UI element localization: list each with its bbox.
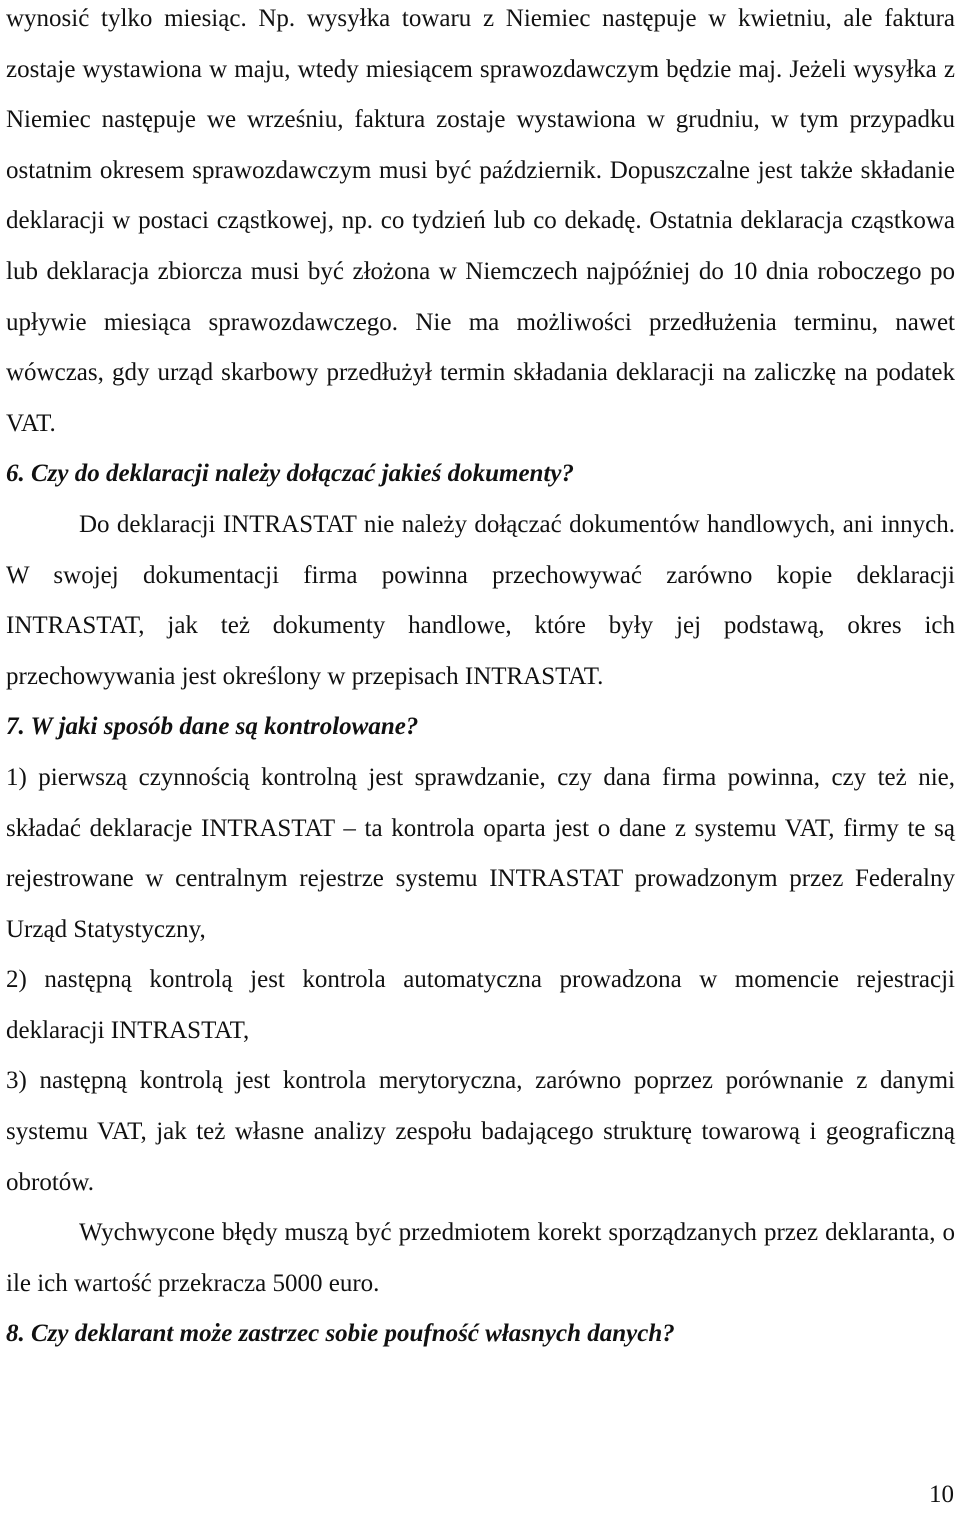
question-heading-6: 6. Czy do deklaracji należy dołączać jakieś dokumenty? xyxy=(6,460,575,488)
document-page xyxy=(6,0,955,1360)
question-heading-8: 8. Czy deklarant może zastrzec sobie poufność własnych danych? xyxy=(6,1320,675,1348)
errors-paragraph: Wychwycone błędy muszą być przedmiotem korekt sporządzanych przez deklaranta, o ile ich wartość przekracza 5000 euro. xyxy=(6,1219,955,1297)
paragraph-continuation: wynosić tylko miesiąc. Np. wysyłka towaru z Niemiec następuje w kwietniu, ale faktura zostaje wystawiona w maju, wtedy miesiącem sprawozdawczym będzie maj. Jeżeli wysyłka z Niemiec następuje we wrześniu, faktura zostaje wystawiona w grudniu, w tym przypadku ostatnim okresem sprawozdawczym musi być październik. Dopuszczalne jest także składanie deklaracji w postaci cząstkowej, np. co tydzień lub co dekadę. Ostatnia deklaracja cząstkowa lub deklaracja zbiorcza musi być złożona w Niemczech najpóźniej do 10 dnia roboczego po upływie miesiąca sprawozdawczego. Nie ma możliwości przedłużenia terminu, nawet wówczas, gdy urząd skarbowy przedłużył termin składania deklaracji na zaliczkę na podatek VAT. xyxy=(6,5,955,437)
control-item-1: 1) pierwszą czynnością kontrolną jest sprawdzanie, czy dana firma powinna, czy też nie, składać deklaracje INTRASTAT – ta kontrola oparta jest o dane z systemu VAT, firmy te są rejestrowane w centralnym rejestrze systemu INTRASTAT prowadzonym przez Federalny Urząd Statystyczny, xyxy=(6,763,955,943)
answer-paragraph-6: Do deklaracji INTRASTAT nie należy dołączać dokumentów handlowych, ani innych. W swojej dokumentacji firma powinna przechowywać zarówno kopie deklaracji INTRASTAT, jak też dokumenty handlowe, które były jej podstawą, okres ich przechowywania jest określony w przepisach INTRASTAT. xyxy=(6,510,955,690)
page-number: 10 xyxy=(929,1481,954,1508)
control-item-2: 2) następną kontrolą jest kontrola automatyczna prowadzona w momencie rejestracji deklaracji INTRASTAT, xyxy=(6,966,955,1044)
control-item-3: 3) następną kontrolą jest kontrola merytoryczna, zarówno poprzez porównanie z danymi systemu VAT, jak też własne analizy zespołu badającego strukturę towarową i geograficzną obrotów. xyxy=(6,1067,955,1196)
question-heading-7: 7. W jaki sposób dane są kontrolowane? xyxy=(6,713,419,741)
